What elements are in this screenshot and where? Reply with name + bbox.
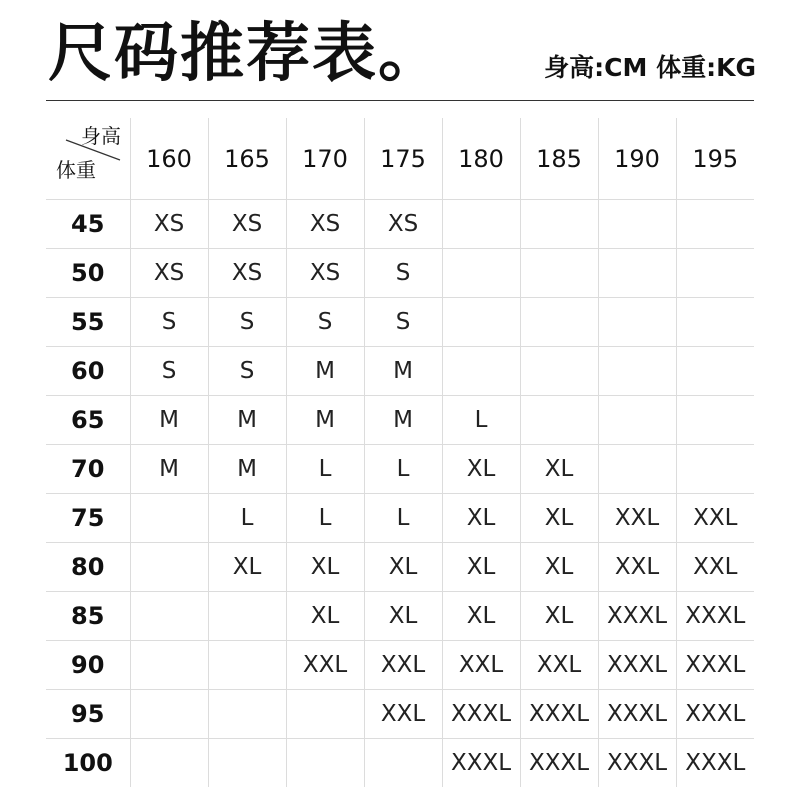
table-row xyxy=(46,298,754,347)
table-row xyxy=(46,592,754,641)
size-cell: XXL xyxy=(676,543,754,592)
weight-label-cell: 80 xyxy=(46,543,130,592)
table-row xyxy=(46,347,754,396)
size-cell xyxy=(676,445,754,494)
size-cell: XS xyxy=(208,249,286,298)
weight-label-cell: 85 xyxy=(46,592,130,641)
size-cell xyxy=(520,396,598,445)
size-cell xyxy=(130,494,208,543)
size-cell: XL xyxy=(442,543,520,592)
size-cell xyxy=(208,739,286,788)
size-cell: XL xyxy=(442,592,520,641)
size-cell: M xyxy=(208,445,286,494)
table-row xyxy=(46,543,754,592)
size-cell: XXXL xyxy=(520,739,598,788)
size-cell: M xyxy=(364,396,442,445)
size-cell: S xyxy=(208,298,286,347)
height-header-cell: 175 xyxy=(364,118,442,200)
height-header-cell: 195 xyxy=(676,118,754,200)
weight-label-cell: 90 xyxy=(46,641,130,690)
size-cell: XXL xyxy=(676,494,754,543)
size-cell: S xyxy=(130,347,208,396)
size-cell: S xyxy=(130,298,208,347)
size-cell xyxy=(442,298,520,347)
table-row xyxy=(46,690,754,739)
size-cell: XS xyxy=(364,200,442,249)
page-title: 尺码推荐表。 xyxy=(48,17,444,91)
size-cell: XL xyxy=(520,592,598,641)
size-cell xyxy=(208,690,286,739)
table-row xyxy=(46,494,754,543)
size-cell: XL xyxy=(442,494,520,543)
size-cell xyxy=(598,347,676,396)
size-cell: S xyxy=(208,347,286,396)
size-cell xyxy=(520,347,598,396)
size-cell: L xyxy=(286,445,364,494)
size-cell: M xyxy=(208,396,286,445)
size-cell xyxy=(130,543,208,592)
height-axis-label: 身高 xyxy=(81,124,121,148)
size-cell: S xyxy=(364,298,442,347)
size-cell: XS xyxy=(130,249,208,298)
size-cell: XXXL xyxy=(520,690,598,739)
size-cell xyxy=(130,690,208,739)
size-cell: XXL xyxy=(520,641,598,690)
size-cell: XXXL xyxy=(676,690,754,739)
size-cell: XXXL xyxy=(598,641,676,690)
size-cell xyxy=(130,739,208,788)
title-divider xyxy=(46,100,754,101)
header-row xyxy=(46,118,754,200)
weight-axis-label: 体重 xyxy=(56,158,96,182)
weight-label-cell: 70 xyxy=(46,445,130,494)
height-header-cell: 160 xyxy=(130,118,208,200)
size-cell: L xyxy=(364,494,442,543)
table-row xyxy=(46,641,754,690)
height-header-cell: 165 xyxy=(208,118,286,200)
size-cell: M xyxy=(364,347,442,396)
size-cell: XS xyxy=(130,200,208,249)
size-cell: XS xyxy=(208,200,286,249)
size-cell xyxy=(130,641,208,690)
size-cell: M xyxy=(286,347,364,396)
size-cell xyxy=(442,249,520,298)
size-cell xyxy=(676,249,754,298)
size-cell: XXXL xyxy=(676,641,754,690)
size-cell: XXL xyxy=(598,543,676,592)
size-cell xyxy=(598,445,676,494)
size-cell: XL xyxy=(364,543,442,592)
size-cell: XXL xyxy=(364,690,442,739)
size-cell: XL xyxy=(364,592,442,641)
table-row xyxy=(46,200,754,249)
weight-label-cell: 60 xyxy=(46,347,130,396)
size-cell xyxy=(208,641,286,690)
size-cell: XXXL xyxy=(598,592,676,641)
size-chart-table xyxy=(46,118,754,787)
size-cell xyxy=(130,592,208,641)
size-cell xyxy=(208,592,286,641)
size-cell: S xyxy=(286,298,364,347)
weight-label-cell: 100 xyxy=(62,749,113,777)
table-row xyxy=(46,396,754,445)
size-cell xyxy=(598,396,676,445)
weight-label-cell: 75 xyxy=(46,494,130,543)
weight-label-cell: 65 xyxy=(46,396,130,445)
size-cell xyxy=(676,200,754,249)
weight-label-cell: 50 xyxy=(46,249,130,298)
size-cell: XXL xyxy=(598,494,676,543)
size-cell xyxy=(598,249,676,298)
size-cell xyxy=(286,690,364,739)
size-cell: M xyxy=(130,396,208,445)
size-cell xyxy=(442,200,520,249)
size-cell: XXXL xyxy=(676,739,754,788)
size-cell xyxy=(442,347,520,396)
size-cell: L xyxy=(364,445,442,494)
table-row xyxy=(46,739,754,788)
size-cell: XXXL xyxy=(676,592,754,641)
height-header-cell: 180 xyxy=(442,118,520,200)
weight-label-cell: 95 xyxy=(46,690,130,739)
size-cell: XXL xyxy=(364,641,442,690)
units-note: 身高:CM 体重:KG xyxy=(544,53,756,82)
height-header-cell: 170 xyxy=(286,118,364,200)
height-header-cell: 185 xyxy=(520,118,598,200)
size-cell xyxy=(676,347,754,396)
size-cell: XL xyxy=(286,543,364,592)
size-cell xyxy=(520,249,598,298)
weight-label-cell: 45 xyxy=(46,200,130,249)
size-cell: XXXL xyxy=(598,739,676,788)
size-cell: S xyxy=(364,249,442,298)
size-cell: M xyxy=(286,396,364,445)
height-header-cell: 190 xyxy=(598,118,676,200)
size-cell: XL xyxy=(442,445,520,494)
size-cell: XXXL xyxy=(598,690,676,739)
size-cell xyxy=(364,739,442,788)
size-cell: XXXL xyxy=(442,690,520,739)
size-cell: L xyxy=(208,494,286,543)
size-cell: XS xyxy=(286,200,364,249)
size-cell xyxy=(520,298,598,347)
table-body xyxy=(46,200,754,788)
size-cell: XXL xyxy=(286,641,364,690)
table-row xyxy=(46,445,754,494)
size-cell: XXL xyxy=(442,641,520,690)
size-cell: XL xyxy=(286,592,364,641)
size-cell xyxy=(520,200,598,249)
weight-label-cell: 55 xyxy=(46,298,130,347)
size-cell: L xyxy=(286,494,364,543)
size-cell: XL xyxy=(520,445,598,494)
corner-cell xyxy=(46,118,130,200)
size-cell: M xyxy=(130,445,208,494)
size-cell xyxy=(676,298,754,347)
table-row xyxy=(46,249,754,298)
size-cell: XS xyxy=(286,249,364,298)
size-cell: XL xyxy=(208,543,286,592)
size-cell: XL xyxy=(520,543,598,592)
size-cell: XXXL xyxy=(442,739,520,788)
size-cell: XL xyxy=(520,494,598,543)
size-cell: L xyxy=(442,396,520,445)
size-cell xyxy=(598,200,676,249)
size-cell xyxy=(286,739,364,788)
size-cell xyxy=(676,396,754,445)
size-cell xyxy=(598,298,676,347)
